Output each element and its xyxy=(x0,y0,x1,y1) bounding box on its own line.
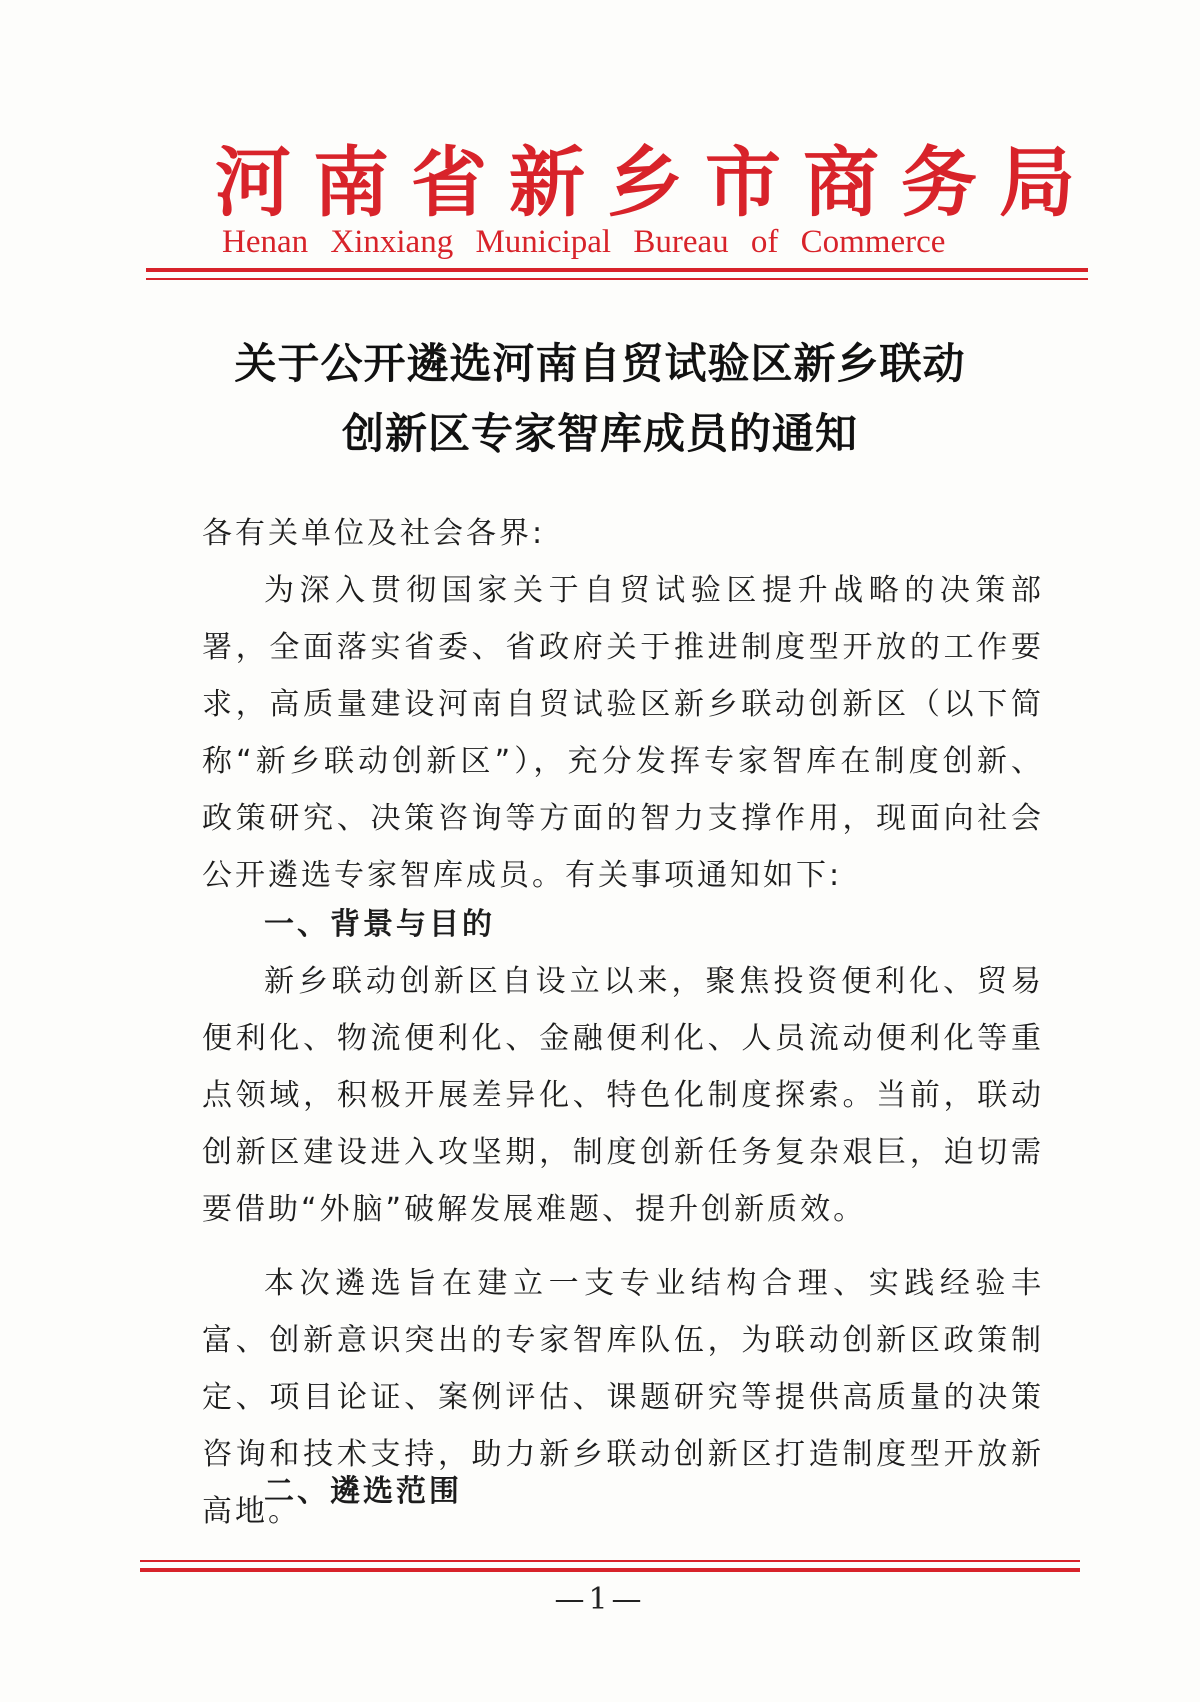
letterhead-name-en: Henan Xinxiang Municipal Bureau of Commerce xyxy=(222,224,946,260)
section-heading-background: 一、背景与目的 xyxy=(264,907,495,942)
salutation: 各有关单位及社会各界: xyxy=(202,516,546,551)
paragraph-background: 新乡联动创新区自设立以来，聚焦投资便利化、贸易便利化、物流便利化、金融便利化、人员流动便利化等重点领域，积极开展差异化、特色化制度探索。当前，联动创新区建设进入攻坚期，制度创新任务复杂艰巨，迫切需要借助“外脑”破解发展难题、提升创新质效。 xyxy=(202,964,1044,1227)
document-title-line-2: 创新区专家智库成员的通知 xyxy=(341,409,858,458)
letterhead-divider xyxy=(146,268,1088,286)
footer-divider xyxy=(140,1560,1080,1580)
page-number: —1— xyxy=(554,1582,646,1617)
document-title-line-1: 关于公开遴选河南自贸试验区新乡联动 xyxy=(234,339,966,388)
paragraph-intro: 为深入贯彻国家关于自贸试验区提升战略的决策部署，全面落实省委、省政府关于推进制度型开放的工作要求，高质量建设河南自贸试验区新乡联动创新区（以下简称“新乡联动创新区”），充分发挥专家智库在制度创新、政策研究、决策咨询等方面的智力支撑作用，现面向社会公开遴选专家智库成员。有关事项通知如下: xyxy=(202,573,1044,893)
letterhead-name-cn: 河南省新乡市商务局 xyxy=(215,138,1097,227)
paragraph-purpose: 本次遴选旨在建立一支专业结构合理、实践经验丰富、创新意识突出的专家智库队伍，为联动创新区政策制定、项目论证、案例评估、课题研究等提供高质量的决策咨询和技术支持，助力新乡联动创新区打造制度型开放新高地。 xyxy=(202,1266,1044,1529)
section-heading-scope: 二、遴选范围 xyxy=(264,1474,462,1509)
